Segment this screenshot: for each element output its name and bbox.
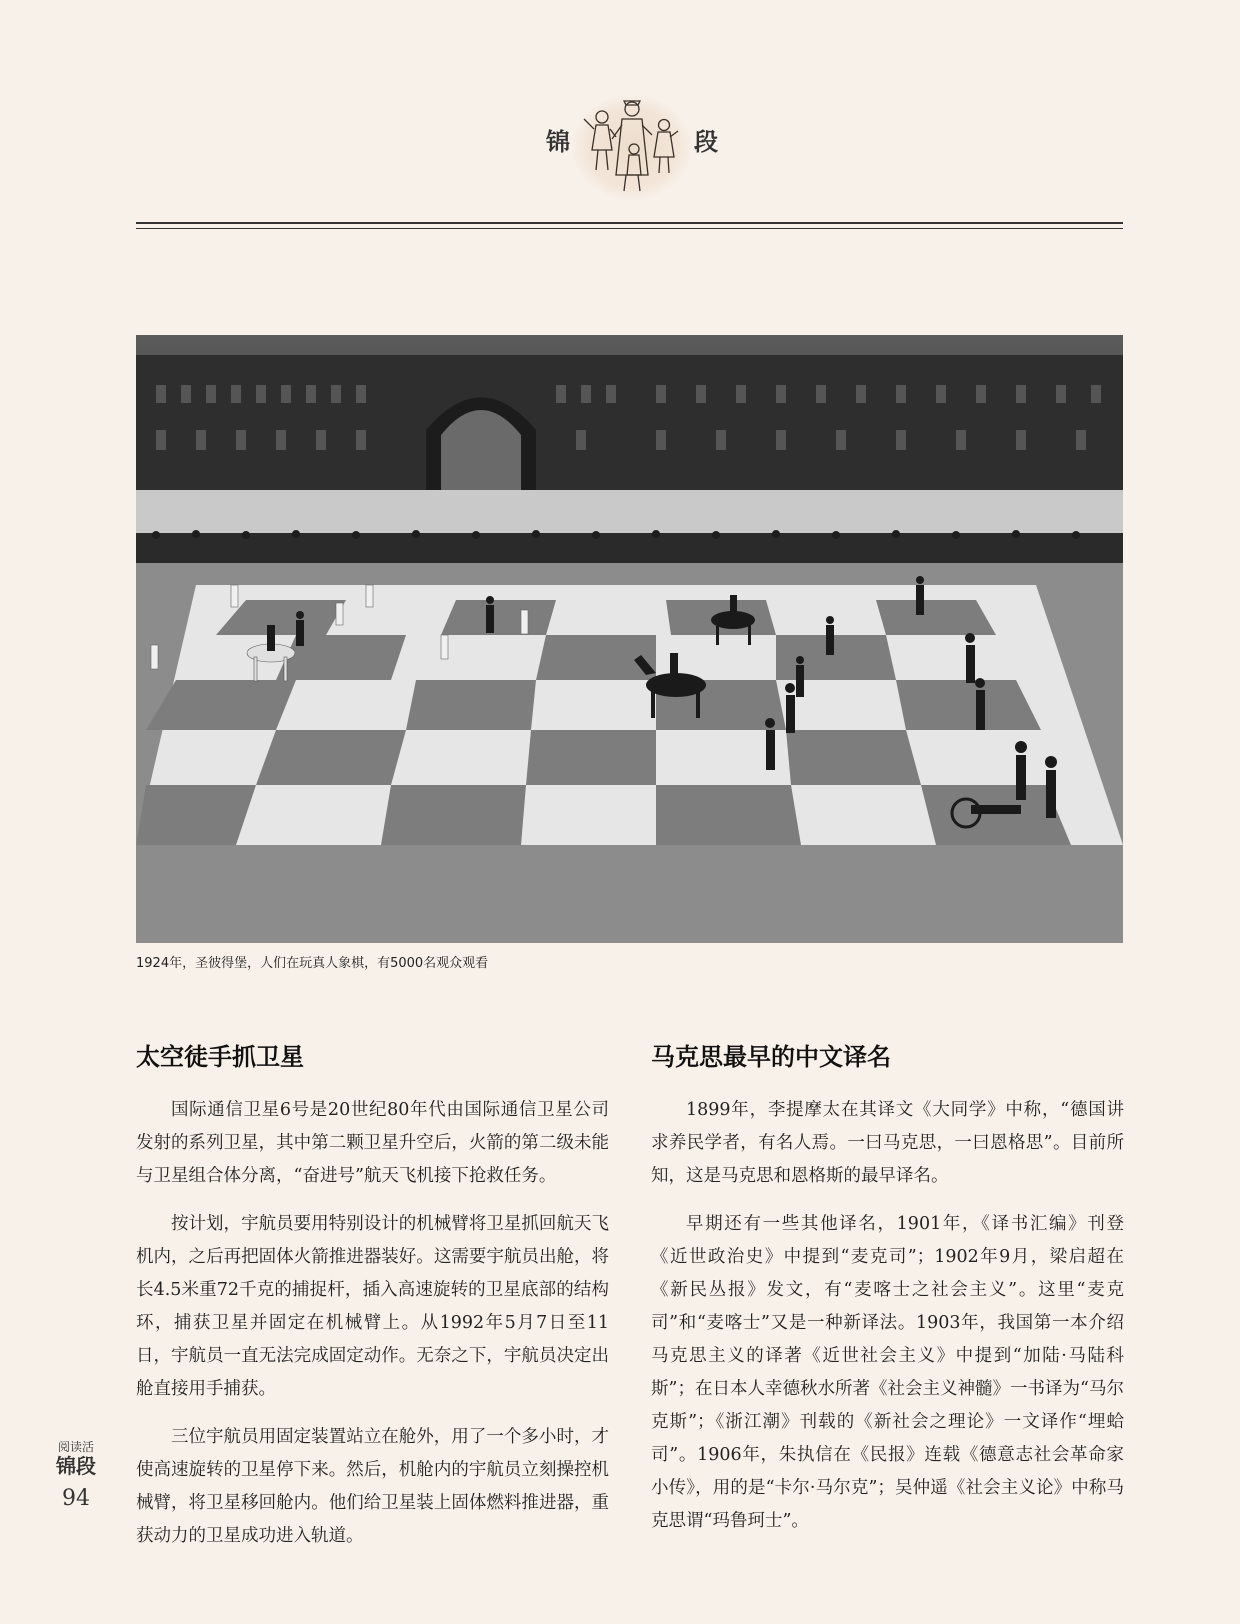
photo-caption: 1924年，圣彼得堡，人们在玩真人象棋，有5000名观众观看 bbox=[136, 956, 489, 971]
section-title-left-char: 锦 bbox=[546, 127, 570, 156]
header-rule-bottom bbox=[136, 228, 1123, 229]
article-paragraph: 国际通信卫星6号是20世纪80年代由国际通信卫星公司发射的系列卫星，其中第二颗卫星升空后，火箭的第二级未能与卫星组合体分离，“奋进号”航天飞机接下抢救任务。 bbox=[136, 1100, 609, 1186]
section-name: 锦段 bbox=[56, 1454, 96, 1478]
article-marx-translation bbox=[651, 1042, 1124, 1553]
article-title: 太空徒手抓卫星 bbox=[136, 1043, 304, 1071]
page-folio bbox=[56, 1440, 96, 1511]
folk-figures-emblem bbox=[572, 95, 692, 200]
magazine-name bbox=[56, 1440, 96, 1454]
magazine-name-sub: 活 bbox=[82, 1440, 95, 1454]
article-paragraph: 按计划，宇航员要用特别设计的机械臂将卫星抓回航天飞机内，之后再把固体火箭推进器装好。这需要宇航员出舱，将长4.5米重72千克的捕捉杆，插入高速旋转的卫星底部的结构环，捕获卫星并固定在机械臂上。从1992年5月7日至11日，宇航员一直无法完成固定动作。无奈之下，宇航员决定出舱直接用手捕获。 bbox=[136, 1214, 609, 1399]
article-paragraph: 早期还有一些其他译名，1901年，《译书汇编》刊登《近世政治史》中提到“麦克司”；1902年9月，梁启超在《新民丛报》发文，有“麦喀士之社会主义”。这里“麦克司”和“麦喀士”又是一种新译法。1903年，我国第一本介绍马克思主义的译著《近世社会主义》中提到“加陆·马陆科斯”；在日本人幸德秋水所著《社会主义神髓》一书译为“马尔克斯”；《浙江潮》刊载的《新社会之理论》一文译作“埋蛤司”。1906年，朱执信在《民报》连载《德意志社会革命家小传》，用的是“卡尔·马尔克”；吴仲遥《社会主义论》中称马克思谓“玛鲁珂士”。 bbox=[651, 1214, 1124, 1531]
article-title: 马克思最早的中文译名 bbox=[651, 1043, 891, 1071]
folk-figures-icon bbox=[572, 95, 692, 200]
historical-photo-human-chess bbox=[136, 335, 1123, 943]
magazine-name-main: 阅读 bbox=[57, 1440, 82, 1454]
section-title-right-char: 段 bbox=[694, 127, 718, 156]
article-paragraph: 1899年，李提摩太在其译文《大同学》中称，“德国讲求养民学者，有名人焉。一曰马克思，一曰恩格思”。目前所知，这是马克思和恩格斯的最早译名。 bbox=[651, 1100, 1124, 1186]
header-rule-top bbox=[136, 222, 1123, 224]
article-paragraph: 三位宇航员用固定装置站立在舱外，用了一个多小时，才使高速旋转的卫星停下来。然后，机舱内的宇航员立刻操控机械臂，将卫星移回舱内。他们给卫星装上固体燃料推进器，重获动力的卫星成功进入轨道。 bbox=[136, 1427, 609, 1546]
page-number: 94 bbox=[62, 1486, 90, 1511]
page-header bbox=[0, 0, 1240, 230]
photo-illustration bbox=[136, 335, 1123, 943]
article-satellite bbox=[136, 1042, 609, 1568]
